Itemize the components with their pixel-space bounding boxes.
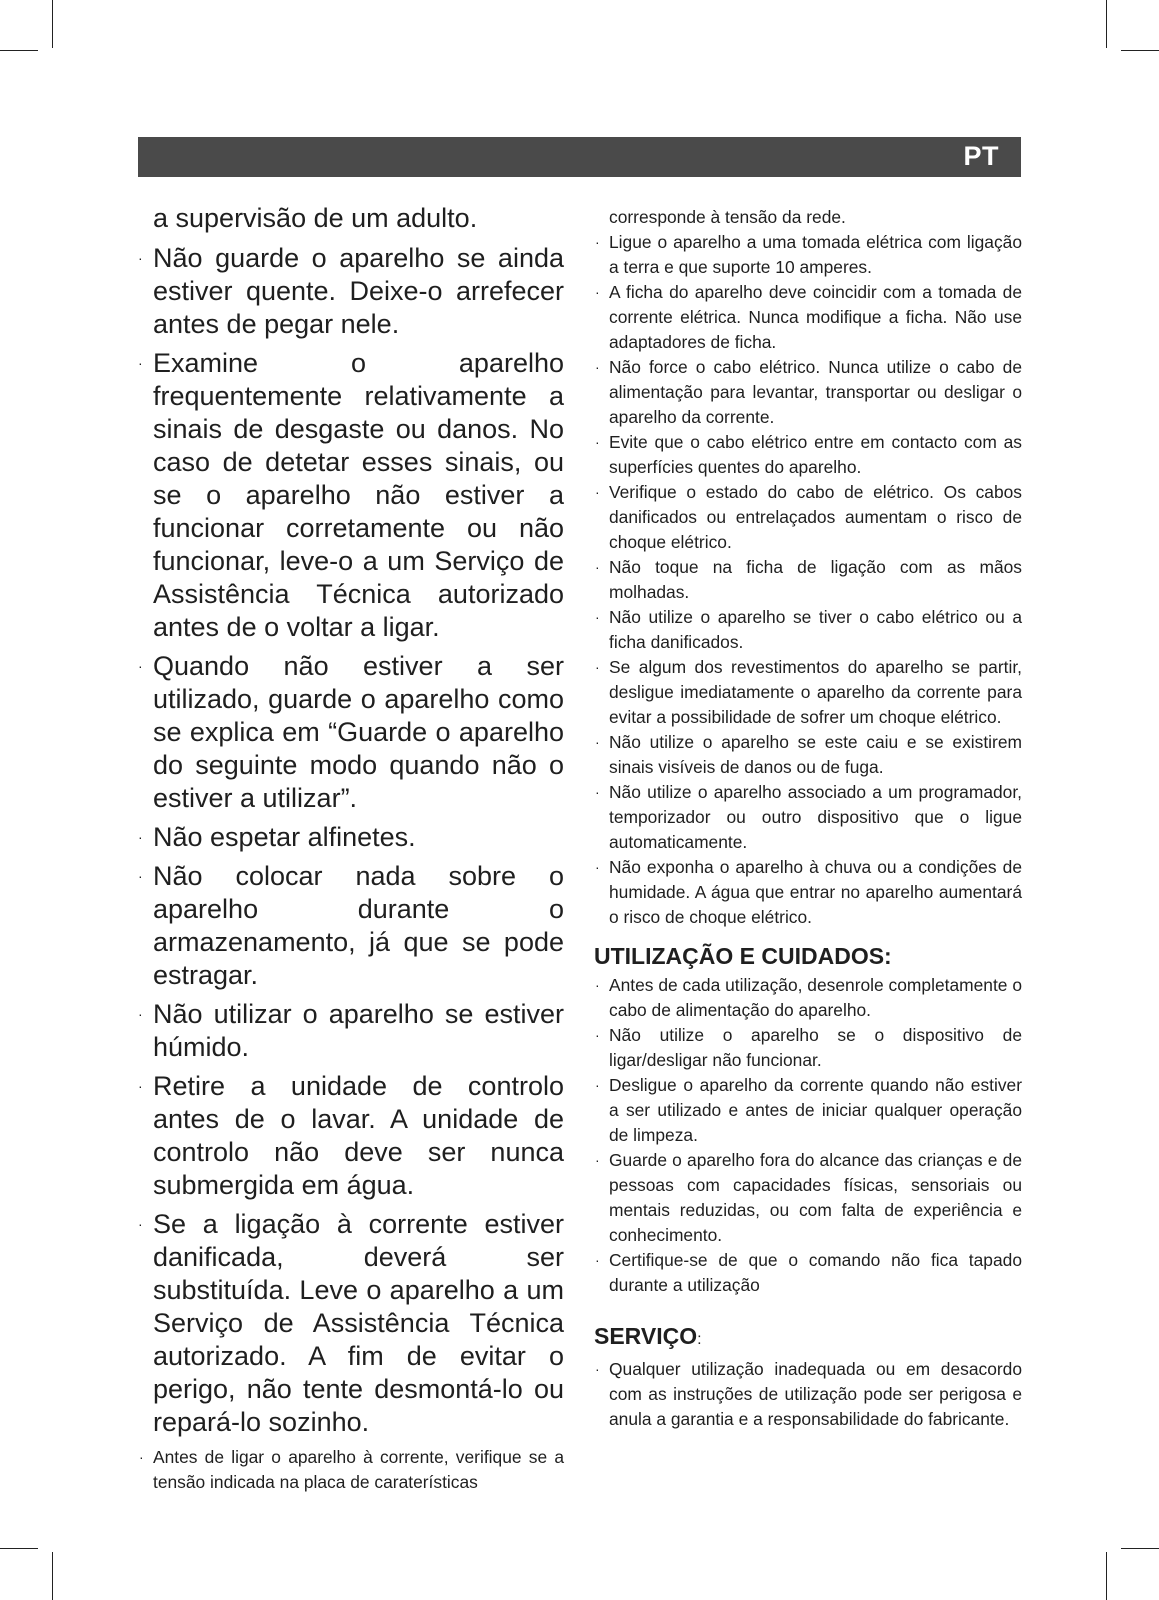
list-item: · Não utilize o aparelho associado a um programador, temporizador ou outro dispositivo que o ligue automaticamente.	[595, 782, 1022, 852]
list-item: · Não toque na ficha de ligação com as mãos molhadas.	[595, 557, 1022, 602]
bullet-icon: ·	[595, 1361, 600, 1377]
crop-mark	[1106, 1552, 1107, 1600]
list-item-continuation: a supervisão de um adulto.	[153, 203, 478, 233]
crop-mark	[1121, 1548, 1159, 1549]
bullet-icon: ·	[138, 355, 143, 371]
bullet-icon: ·	[138, 658, 143, 674]
list-item-continuation: corresponde à tensão da rede.	[609, 207, 846, 227]
list-item: · Se a ligação à corrente estiver danificada, deverá ser substituída. Leve o aparelho a um Serviço de Assistência Técnica autorizado. A fim de evitar o perigo, não tente desmontá-lo ou repará-lo sozinho.	[138, 1209, 564, 1437]
bullet-icon: ·	[595, 1077, 600, 1093]
list-item: · Não guarde o aparelho se ainda estiver quente. Deixe-o arrefecer antes de pegar nele.	[138, 243, 564, 339]
list-item: · Antes de ligar o aparelho à corrente, verifique se a tensão indicada na placa de caraterísticas	[139, 1447, 564, 1492]
list-item: · Não utilize o aparelho se o dispositivo de ligar/desligar não funcionar.	[595, 1025, 1022, 1070]
crop-mark	[52, 1552, 53, 1600]
crop-mark	[1106, 0, 1107, 48]
list-item: · Desligue o aparelho da corrente quando não estiver a ser utilizado e antes de iniciar qualquer operação de limpeza.	[595, 1075, 1022, 1145]
crop-mark	[0, 50, 38, 51]
bullet-icon: ·	[138, 868, 143, 884]
list-item: · Não utilize o aparelho se este caiu e se existirem sinais visíveis de danos ou de fuga.	[595, 732, 1022, 777]
list-item: · Ligue o aparelho a uma tomada elétrica com ligação a terra e que suporte 10 amperes.	[595, 232, 1022, 277]
bullet-icon: ·	[595, 234, 600, 250]
language-code: PT	[963, 141, 999, 171]
service-heading-colon: :	[697, 1331, 702, 1348]
bullet-icon: ·	[138, 829, 143, 845]
list-item: · Qualquer utilização inadequada ou em desacordo com as instruções de utilização pode ser perigosa e anula a garantia e a responsabilidade do fabricante.	[595, 1359, 1022, 1429]
crop-mark	[1121, 50, 1159, 51]
crop-mark	[0, 1548, 38, 1549]
list-item: · Quando não estiver a ser utilizado, guarde o aparelho como se explica em “Guarde o aparelho do seguinte modo quando não o estiver a utilizar”.	[138, 651, 564, 813]
list-item: · Não colocar nada sobre o aparelho durante o armazenamento, já que se pode estragar.	[138, 861, 564, 990]
list-item: · Evite que o cabo elétrico entre em contacto com as superfícies quentes do aparelho.	[595, 432, 1022, 477]
list-item: · Guarde o aparelho fora do alcance das crianças e de pessoas com capacidades físicas, sensoriais ou mentais reduzidas, ou com falta de experiência e conhecimento.	[595, 1150, 1022, 1245]
bullet-icon: ·	[595, 659, 600, 675]
list-item: · Não exponha o aparelho à chuva ou a condições de humidade. A água que entrar no aparelho aumentará o risco de choque elétrico.	[595, 857, 1022, 927]
bullet-icon: ·	[595, 434, 600, 450]
bullet-icon: ·	[595, 484, 600, 500]
header-bar	[138, 137, 1021, 177]
crop-mark	[52, 0, 53, 48]
usage-list	[594, 973, 1022, 1298]
list-item: · Não utilize o aparelho se tiver o cabo elétrico ou a ficha danificados.	[595, 607, 1022, 652]
bullet-icon: ·	[595, 977, 600, 993]
small-warning-list	[138, 1445, 564, 1495]
list-item: · Se algum dos revestimentos do aparelho se partir, desligue imediatamente o aparelho da corrente para evitar a possibilidade de sofrer um choque elétrico.	[595, 657, 1022, 727]
list-item: · Retire a unidade de controlo antes de o lavar. A unidade de controlo não deve ser nunca submergida em água.	[138, 1071, 564, 1200]
list-item: · Antes de cada utilização, desenrole completamente o cabo de alimentação do aparelho.	[595, 975, 1022, 1020]
bullet-icon: ·	[595, 284, 600, 300]
service-list	[594, 1357, 1022, 1432]
list-item: · Não force o cabo elétrico. Nunca utilize o cabo de alimentação para levantar, transportar ou desligar o aparelho da corrente.	[595, 357, 1022, 427]
bullet-icon: ·	[138, 1078, 143, 1094]
bullet-icon: ·	[595, 859, 600, 875]
bullet-icon: ·	[595, 609, 600, 625]
list-item: · Não espetar alfinetes.	[138, 822, 416, 852]
large-warning-list	[138, 202, 564, 1439]
bullet-icon: ·	[595, 1027, 600, 1043]
list-item: · Verifique o estado do cabo de elétrico. Os cabos danificados ou entrelaçados aumentam o risco de choque elétrico.	[595, 482, 1022, 552]
bullet-icon: ·	[595, 359, 600, 375]
usage-heading: UTILIZAÇÃO E CUIDADOS:	[594, 943, 892, 969]
bullet-icon: ·	[138, 1216, 143, 1232]
bullet-icon: ·	[138, 250, 143, 266]
bullet-icon: ·	[595, 784, 600, 800]
list-item: · A ficha do aparelho deve coincidir com a tomada de corrente elétrica. Nunca modifique a ficha. Não use adaptadores de ficha.	[595, 282, 1022, 352]
bullet-icon: ·	[139, 1449, 144, 1465]
left-column	[138, 202, 564, 1495]
list-item: · Não utilizar o aparelho se estiver húmido.	[138, 999, 564, 1062]
bullet-icon: ·	[595, 734, 600, 750]
safety-list	[594, 205, 1022, 930]
bullet-icon: ·	[138, 1006, 143, 1022]
list-item: · Examine o aparelho frequentemente relativamente a sinais de desgaste ou danos. No caso de detetar esses sinais, ou se o aparelho não estiver a funcionar corretamente ou não funcionar, leve-o a um Serviço de Assistência Técnica autorizado antes de o voltar a ligar.	[138, 348, 564, 642]
bullet-icon: ·	[595, 1252, 600, 1268]
list-item: · Certifique-se de que o comando não fica tapado durante a utilização	[595, 1250, 1022, 1295]
right-column	[594, 205, 1022, 1432]
bullet-icon: ·	[595, 559, 600, 575]
service-heading: SERVIÇO:	[594, 1323, 702, 1349]
bullet-icon: ·	[595, 1152, 600, 1168]
